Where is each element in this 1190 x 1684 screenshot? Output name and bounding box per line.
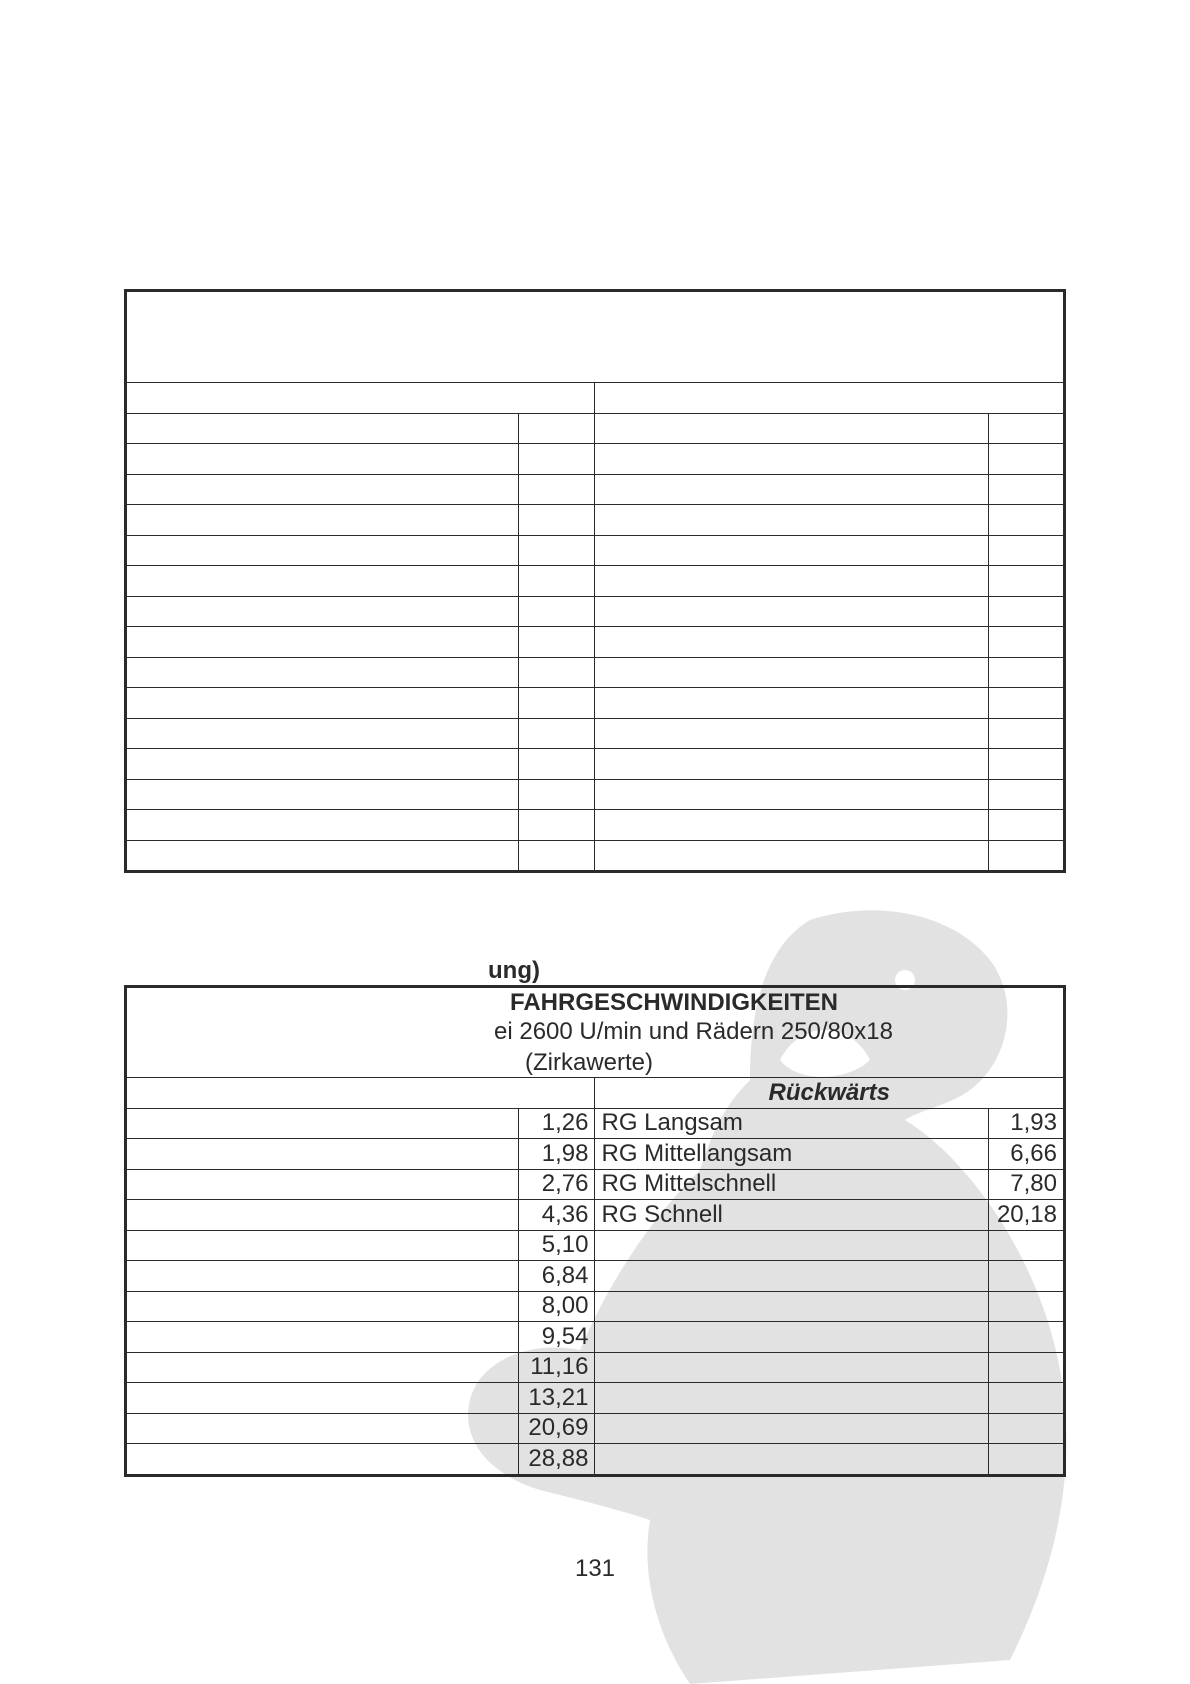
table-row	[126, 444, 1065, 475]
reverse-gear-label: RG Mittelschnell	[595, 1169, 988, 1200]
table-row	[126, 535, 1065, 566]
page-number: 131	[574, 1555, 616, 1582]
table-row	[126, 1200, 1065, 1231]
forward-speed-value: 4,36	[519, 1200, 595, 1231]
table-row	[126, 718, 1065, 749]
upper-table-header-cell	[126, 291, 1065, 383]
reverse-gear-label: RG Mittellangsam	[595, 1139, 988, 1170]
reverse-gear-label: RG Schnell	[595, 1200, 988, 1231]
table-row	[126, 657, 1065, 688]
reverse-speed-value: 1,93	[988, 1108, 1065, 1139]
forward-speed-value: 20,69	[519, 1413, 595, 1444]
table-row	[126, 779, 1065, 810]
table-row	[126, 1291, 1065, 1322]
upper-table-section-cell	[126, 383, 595, 414]
speeds-table-subtitle: ei 2600 U/min und Rädern 250/80x18	[494, 1018, 893, 1045]
forward-speed-value: 6,84	[519, 1261, 595, 1292]
speeds-table-note: (Zirkawerte)	[525, 1049, 654, 1076]
table-pre-title: ung)	[488, 957, 540, 984]
forward-speed-value: 9,54	[519, 1322, 595, 1353]
table-row	[126, 688, 1065, 719]
table-row	[126, 566, 1065, 597]
reverse-gear-label: RG Langsam	[595, 1108, 988, 1139]
table-row	[126, 474, 1065, 505]
forward-speed-value: 13,21	[519, 1383, 595, 1414]
table-row	[126, 810, 1065, 841]
reverse-header: Rückwärts	[595, 1078, 1065, 1109]
table-row	[126, 413, 1065, 444]
table-row	[126, 1413, 1065, 1444]
reverse-speed-value: 6,66	[988, 1139, 1065, 1170]
table-row	[126, 840, 1065, 872]
table-row	[126, 1169, 1065, 1200]
table-row	[126, 1444, 1065, 1476]
table-row	[126, 1261, 1065, 1292]
table-row	[126, 505, 1065, 536]
table-row	[126, 1139, 1065, 1170]
table-row	[126, 627, 1065, 658]
reverse-speed-value: 7,80	[988, 1169, 1065, 1200]
forward-speed-value: 28,88	[519, 1444, 595, 1476]
forward-speed-value: 1,98	[519, 1139, 595, 1170]
forward-speed-value: 11,16	[519, 1352, 595, 1383]
table-row	[126, 1383, 1065, 1414]
upper-table-section-cell	[595, 383, 1065, 414]
forward-speed-value: 5,10	[519, 1230, 595, 1261]
forward-header-cell	[126, 1078, 595, 1109]
upper-empty-table	[124, 289, 1066, 873]
table-row	[126, 1230, 1065, 1261]
forward-speed-value: 2,76	[519, 1169, 595, 1200]
table-row	[126, 749, 1065, 780]
table-row	[126, 1352, 1065, 1383]
table-row	[126, 1322, 1065, 1353]
reverse-speed-value: 20,18	[988, 1200, 1065, 1231]
speeds-table-title: FAHRGESCHWINDIGKEITEN	[510, 989, 839, 1016]
forward-speed-value: 1,26	[519, 1108, 595, 1139]
table-row	[126, 1108, 1065, 1139]
table-row	[126, 596, 1065, 627]
forward-speed-value: 8,00	[519, 1291, 595, 1322]
